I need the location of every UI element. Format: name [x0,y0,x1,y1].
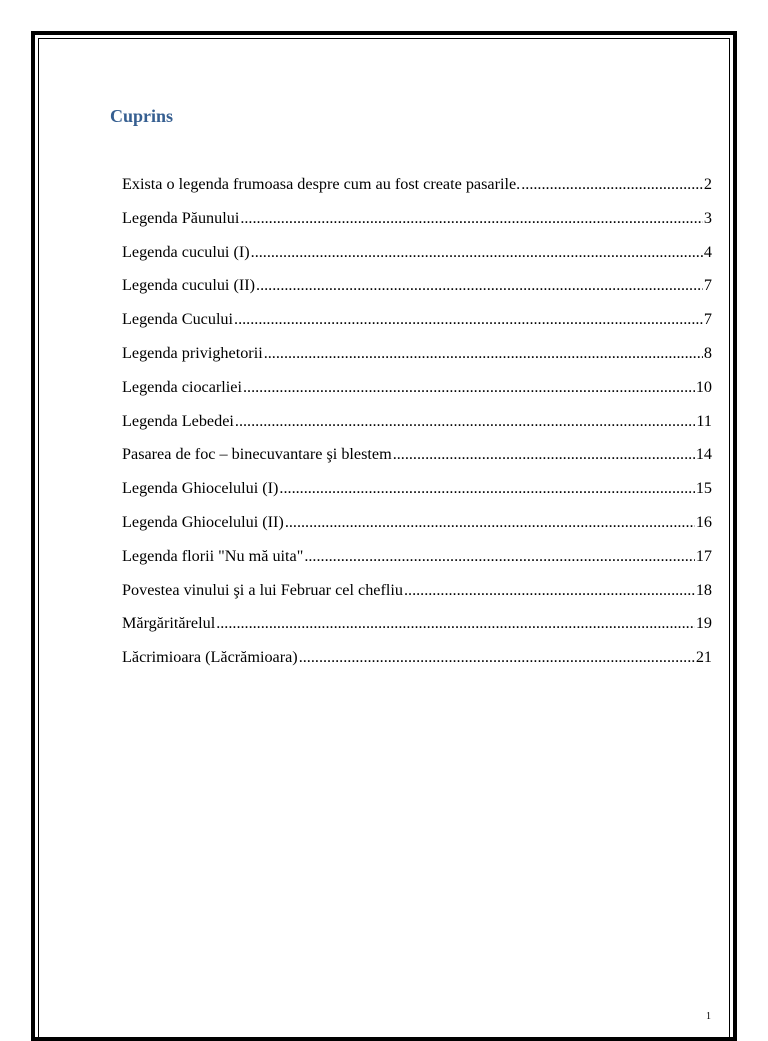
toc-entry-title: Lăcrimioara (Lăcrămioara) [122,648,298,667]
toc-dot-leader [251,240,703,264]
toc-dot-leader [393,442,695,466]
toc-entry-title: Mărgăritărelul [122,614,216,633]
toc-entry-page: 19 [695,614,712,633]
toc-entry-page: 14 [695,445,712,464]
toc-entry-page: 8 [703,343,712,362]
toc-dot-leader [216,611,695,635]
toc-entry[interactable] [122,172,712,206]
toc-dot-leader [240,206,703,230]
toc-entry-title: Legenda Păunului [122,208,240,227]
toc-entry-title: Legenda Lebedei [122,411,234,430]
toc-entry[interactable] [122,273,712,307]
toc-entry-page: 10 [695,377,712,396]
toc-entry[interactable] [122,307,712,341]
toc-dot-leader [279,476,694,500]
toc-dot-leader [404,578,695,602]
toc-entry[interactable] [122,206,712,240]
toc-entry-title: Legenda ciocarliei [122,377,242,396]
toc-entry-page: 2 [703,175,712,193]
toc-entry-page: 17 [695,546,712,565]
toc-entry[interactable] [122,578,712,612]
toc-entry-page: 11 [696,411,712,430]
toc-entry-page: 4 [703,242,712,261]
toc-entry-page: 21 [695,648,712,667]
toc-entry[interactable] [122,544,712,578]
toc-entry[interactable] [122,476,712,510]
toc-entry-page: 18 [695,580,712,599]
toc-entry-title: Legenda cucului (II) [122,276,256,295]
toc-entry-title: Legenda Ghiocelului (I) [122,479,279,498]
toc-heading: Cuprins [110,106,174,126]
toc-dot-leader [234,307,703,331]
toc-entry-title: Legenda privighetorii [122,343,263,362]
toc-dot-leader [285,510,695,534]
toc-entry-title: Legenda Ghiocelului (II) [122,512,284,531]
toc-entry[interactable] [122,409,712,443]
toc-entry[interactable] [122,341,712,375]
toc-entry-title: Legenda Cucului [122,310,234,329]
toc-dot-leader [521,172,703,196]
toc-entry-page: 15 [695,479,712,498]
toc-entry[interactable] [122,240,712,274]
toc-dot-leader [299,645,695,669]
toc-entry-title: Legenda cucului (I) [122,242,250,261]
toc-entry-title: Pasarea de foc – binecuvantare şi blestem [122,445,392,464]
toc-list [122,172,712,679]
toc-entry[interactable] [122,375,712,409]
toc-entry-page: 16 [695,512,712,531]
toc-dot-leader [304,544,694,568]
toc-dot-leader [235,409,696,433]
toc-entry-title: Exista o legenda frumoasa despre cum au fost create pasarile. [122,175,521,193]
toc-dot-leader [243,375,695,399]
toc-entry[interactable] [122,611,712,645]
toc-entry-page: 3 [703,208,712,227]
toc-entry[interactable] [122,645,712,679]
toc-entry-page: 7 [703,276,712,295]
toc-entry[interactable] [122,442,712,476]
toc-entry-page: 7 [703,310,712,329]
page-number: 1 [706,1011,711,1022]
toc-entry[interactable] [122,510,712,544]
toc-entry-title: Legenda florii "Nu mă uita" [122,546,304,565]
toc-dot-leader [264,341,703,365]
toc-dot-leader [256,273,703,297]
toc-entry-title: Povestea vinului şi a lui Februar cel chefliu [122,580,403,599]
